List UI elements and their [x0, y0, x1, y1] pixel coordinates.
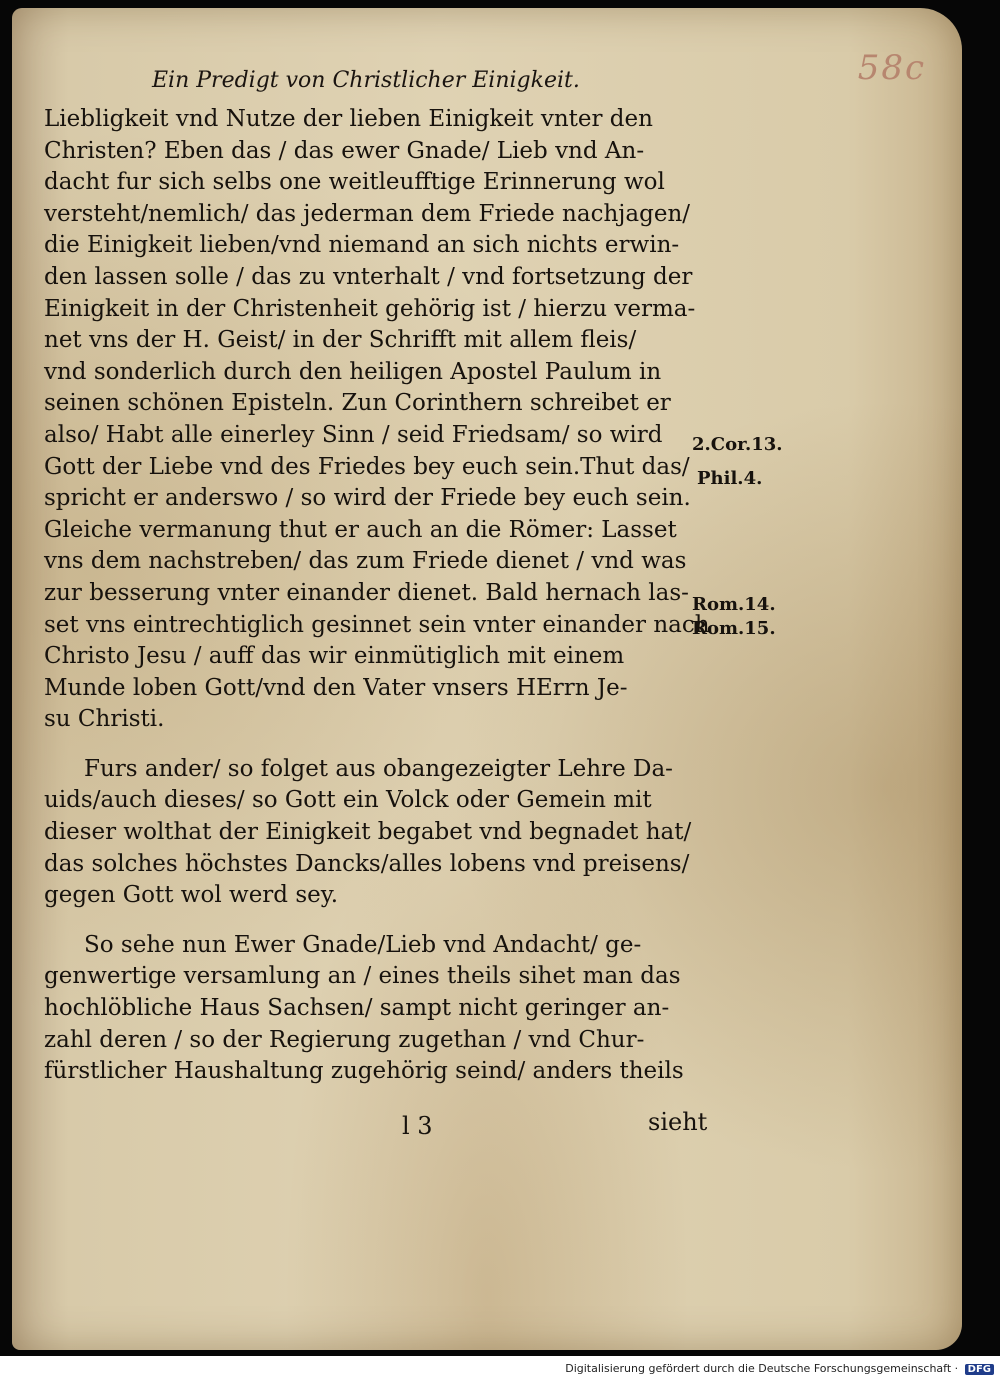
text-line: Liebligkeit vnd Nutze der lieben Einigkeit vnter den [44, 106, 653, 132]
footer-credit [565, 1362, 994, 1375]
text-line: Christo Jesu / auff das wir einmütiglich mit einem [44, 643, 625, 670]
text-line: su Christi. [44, 706, 165, 733]
margin-note-rom14: Rom.14. [692, 594, 776, 615]
text-line: Gott der Liebe vnd des Friedes bey euch sein.Thut das/ [44, 453, 690, 480]
catchword: sieht [648, 1108, 708, 1136]
text-line: gegen Gott wol werd sey. [44, 882, 339, 909]
margin-note-rom15: Rom.15. [692, 618, 776, 639]
text-line: dacht fur sich selbs one weitleufftige Erinnerung wol [44, 169, 665, 196]
text-line: uids/auch dieses/ so Gott ein Volck oder Gemein mit [44, 787, 652, 814]
dfg-logo: DFG [965, 1364, 994, 1375]
text-line: So sehe nun Ewer Gnade/Lieb vnd Andacht/ ge- [84, 931, 642, 958]
text-line: das solches höchstes Dancks/alles lobens vnd preisens/ [44, 850, 690, 877]
text-line: also/ Habt alle einerley Sinn / seid Friedsam/ so wird [44, 421, 663, 448]
signature-mark: l 3 [402, 1112, 433, 1140]
text-line: Einigkeit in der Christenheit gehörig ist / hierzu verma- [44, 295, 696, 322]
text-line: Gleiche vermanung thut er auch an die Römer: Lasset [44, 516, 677, 543]
footer-text: Digitalisierung gefördert durch die Deutsche Forschungsgemeinschaft · [565, 1362, 959, 1375]
text-line: die Einigkeit lieben/vnd niemand an sich nichts erwin- [44, 232, 680, 259]
text-line: net vns der H. Geist/ in der Schrifft mit allem fleis/ [44, 327, 637, 354]
margin-note-cor: 2.Cor.13. [692, 434, 783, 455]
text-line: versteht/nemlich/ das jederman dem Friede nachjagen/ [44, 200, 691, 227]
text-line: fürstlicher Haushaltung zugehörig seind/ anders theils [44, 1058, 684, 1085]
text-line: spricht er anderswo / so wird der Friede bey euch sein. [44, 485, 691, 512]
body-text [44, 104, 744, 1088]
text-line: zur besserung vnter einander dienet. Bald hernach las- [44, 579, 689, 606]
text-line: vns dem nachstreben/ das zum Friede dienet / vnd was [44, 548, 687, 575]
book-page [12, 8, 962, 1350]
running-header: Ein Predigt von Christlicher Einigkeit. [152, 68, 580, 93]
text-line: genwertige versamlung an / eines theils sihet man das [44, 963, 681, 990]
text-line: zahl deren / so der Regierung zugethan / vnd Chur- [44, 1026, 645, 1053]
text-line: dieser wolthat der Einigkeit begabet vnd begnadet hat/ [44, 819, 692, 846]
text-line: den lassen solle / das zu vnterhalt / vnd fortsetzung der [44, 263, 693, 290]
text-line: vnd sonderlich durch den heiligen Apostel Paulum in [44, 358, 662, 385]
text-line: Furs ander/ so folget aus obangezeigter Lehre Da- [84, 755, 673, 782]
folio-number: 58c [857, 48, 926, 88]
text-line: Munde loben Gott/vnd den Vater vnsers HErrn Je- [44, 674, 628, 701]
paragraph-gap [44, 736, 744, 754]
text-line: hochlöbliche Haus Sachsen/ sampt nicht geringer an- [44, 995, 670, 1022]
paragraph-gap [44, 912, 744, 930]
text-line: set vns eintrechtiglich gesinnet sein vnter einander nach [44, 611, 710, 638]
text-line: seinen schönen Episteln. Zun Corinthern schreibet er [44, 390, 671, 417]
text-line: Christen? Eben das / das ewer Gnade/ Lieb vnd An- [44, 137, 645, 164]
margin-note-phil: Phil.4. [697, 468, 763, 489]
